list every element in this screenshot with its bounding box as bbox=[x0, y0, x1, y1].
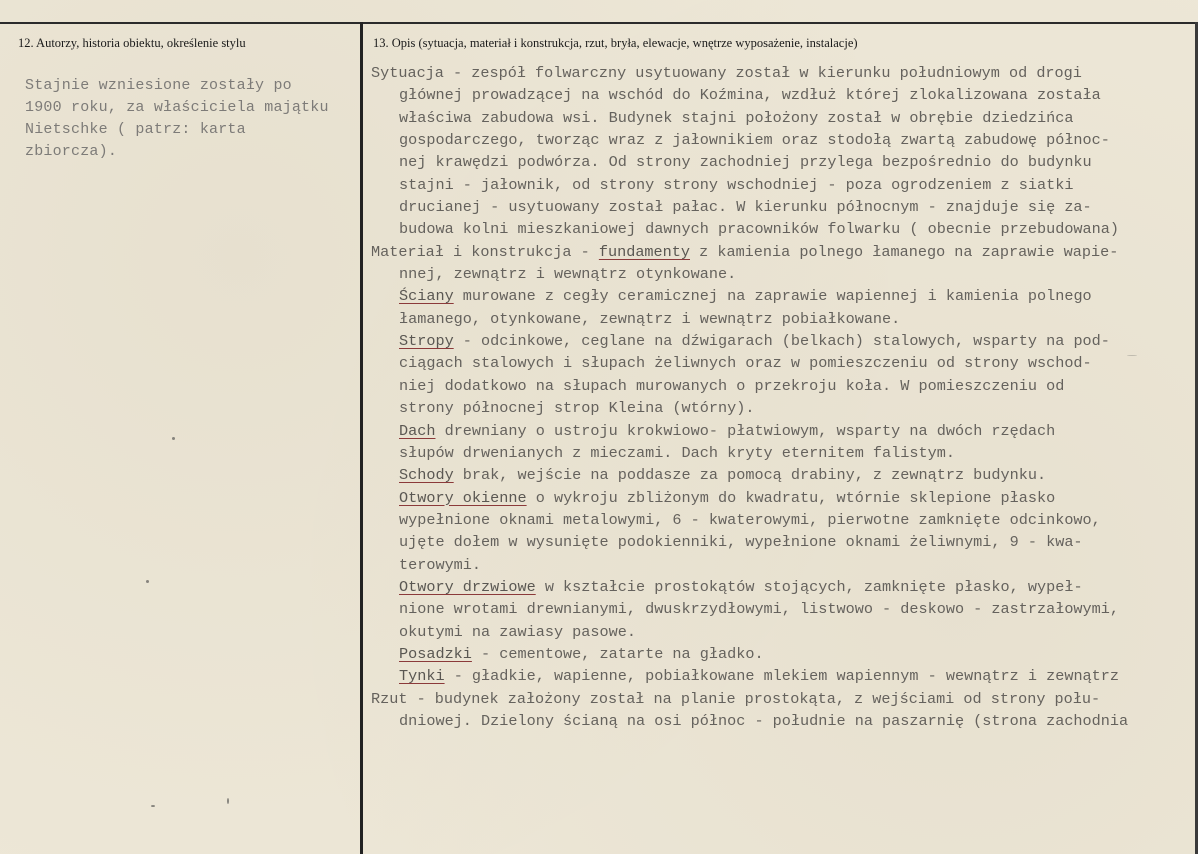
desc-line bbox=[371, 643, 1191, 665]
desc-line: głównej prowadzącej na wschód do Koźmina, wzdłuż której zlokalizowana została bbox=[399, 86, 1101, 105]
desc-line: wypełnione oknami metalowymi, 6 - kwaterowymi, pierwotne zamknięte odcinkowo, bbox=[399, 510, 1101, 529]
desc-text: - odcinkowe, ceglane na dźwigarach (belkach) stalowych, wsparty na pod- bbox=[453, 332, 1110, 351]
term-posadzki: Posadzki bbox=[399, 644, 472, 663]
desc-line: ujęte dołem w wysunięte podokienniki, wypełnione oknami żeliwnymi, 9 - kwa- bbox=[399, 533, 1083, 552]
desc-line: dniowej. Dzielony ścianą na osi północ - południe na paszarnię (strona zachodnia bbox=[399, 711, 1129, 730]
desc-line: nnej, zewnątrz i wewnątrz otynkowane. bbox=[399, 265, 737, 284]
desc-text: drewniany o ustroju krokwiowo- płatwiowym, wsparty na dwóch rzędach bbox=[435, 421, 1056, 440]
desc-text: brak, wejście na poddasze za pomocą drabiny, z zewnątrz budynku. bbox=[453, 466, 1047, 485]
paper-speck bbox=[151, 805, 155, 807]
paper-speck bbox=[1127, 355, 1137, 356]
desc-line: drucianej - usytuowany został pałac. W kierunku północnym - znajduje się za- bbox=[399, 198, 1092, 217]
desc-line: budowa kolni mieszkaniowej dawnych pracowników folwarku ( obecnie przebudowana) bbox=[399, 220, 1120, 239]
desc-line: strony północnej strop Kleina (wtórny). bbox=[399, 399, 755, 418]
desc-line: łamanego, otynkowane, zewnątrz i wewnątrz pobiałkowane. bbox=[399, 309, 901, 328]
section-12-heading: 12. Autorzy, historia obiektu, określenie stylu bbox=[18, 36, 246, 50]
desc-line: ciągach stalowych i słupach żeliwnych oraz w pomieszczeniu od strony wschod- bbox=[399, 354, 1092, 373]
paper-speck bbox=[172, 437, 175, 440]
paper-speck bbox=[146, 580, 149, 583]
description-text bbox=[371, 62, 1191, 732]
desc-text: Materiał i konstrukcja - bbox=[371, 242, 599, 261]
history-text bbox=[25, 75, 355, 163]
desc-text: o wykroju zbliżonym do kwadratu, wtórnie sklepione płasko bbox=[526, 488, 1056, 507]
term-schody: Schody bbox=[399, 466, 454, 485]
history-line: zbiorcza). bbox=[25, 143, 118, 160]
column-divider bbox=[360, 22, 363, 854]
term-otwory-drzwiowe: Otwory drzwiowe bbox=[399, 577, 536, 596]
desc-line bbox=[371, 285, 1191, 307]
desc-line bbox=[371, 330, 1191, 352]
history-line: Nietschke ( patrz: karta bbox=[25, 121, 246, 138]
desc-line bbox=[371, 576, 1191, 598]
desc-text: w kształcie prostokątów stojących, zamknięte płasko, wypeł- bbox=[535, 577, 1083, 596]
desc-line: nione wrotami drewnianymi, dwuskrzydłowymi, listwowo - deskowo - zastrzałowymi, bbox=[399, 600, 1120, 619]
desc-text: z kamienia polnego łamanego na zaprawie wapie- bbox=[690, 242, 1119, 261]
desc-line bbox=[371, 487, 1191, 509]
desc-text: - gładkie, wapienne, pobiałkowane mlekiem wapiennym - wewnątrz i zewnątrz bbox=[444, 667, 1120, 686]
desc-line: Rzut - budynek założony został na planie prostokąta, z wejściami od strony połu- bbox=[371, 689, 1101, 708]
desc-text: - cementowe, zatarte na gładko. bbox=[471, 644, 764, 663]
top-rule bbox=[0, 22, 1198, 24]
desc-line: właściwa zabudowa wsi. Budynek stajni położony został w obrębie dziedzińca bbox=[399, 108, 1074, 127]
desc-text: murowane z cegły ceramicznej na zaprawie wapiennej i kamienia polnego bbox=[453, 287, 1092, 306]
desc-line: Sytuacja - zespół folwarczny usytuowany został w kierunku południowym od drogi bbox=[371, 64, 1082, 82]
desc-line: słupów drwenianych z mieczami. Dach kryty eternitem falistym. bbox=[399, 443, 955, 462]
term-stropy: Stropy bbox=[399, 332, 454, 351]
term-dach: Dach bbox=[399, 421, 436, 440]
desc-line bbox=[371, 665, 1191, 687]
term-sciany: Ściany bbox=[399, 287, 454, 306]
term-tynki: Tynki bbox=[399, 667, 445, 686]
desc-line: niej dodatkowo na słupach murowanych o przekroju koła. W pomieszczeniu od bbox=[399, 376, 1065, 395]
paper-speck bbox=[227, 798, 229, 804]
term-fundamenty: fundamenty bbox=[598, 242, 690, 261]
desc-line: terowymi. bbox=[399, 555, 482, 574]
term-otwory-okienne: Otwory okienne bbox=[399, 488, 527, 507]
history-line: 1900 roku, za właściciela majątku bbox=[25, 99, 329, 116]
history-line: Stajnie wzniesione zostały po bbox=[25, 77, 292, 94]
section-13-heading: 13. Opis (sytuacja, materiał i konstrukcja, rzut, bryła, elewacje, wnętrze wyposażenie, instalacje) bbox=[373, 36, 858, 50]
desc-line bbox=[371, 464, 1191, 486]
desc-line: nej krawędzi podwórza. Od strony zachodniej przylega bezpośrednio do budynku bbox=[399, 153, 1092, 172]
desc-line bbox=[371, 420, 1191, 442]
desc-line: stajni - jałownik, od strony strony wschodniej - poza ogrodzeniem z siatki bbox=[399, 175, 1074, 194]
desc-line bbox=[371, 241, 1191, 263]
desc-line: okutymi na zawiasy pasowe. bbox=[399, 622, 636, 641]
desc-line: gospodarczego, tworząc wraz z jałownikiem oraz stodołą zwartą zabudowę północ- bbox=[399, 131, 1110, 150]
